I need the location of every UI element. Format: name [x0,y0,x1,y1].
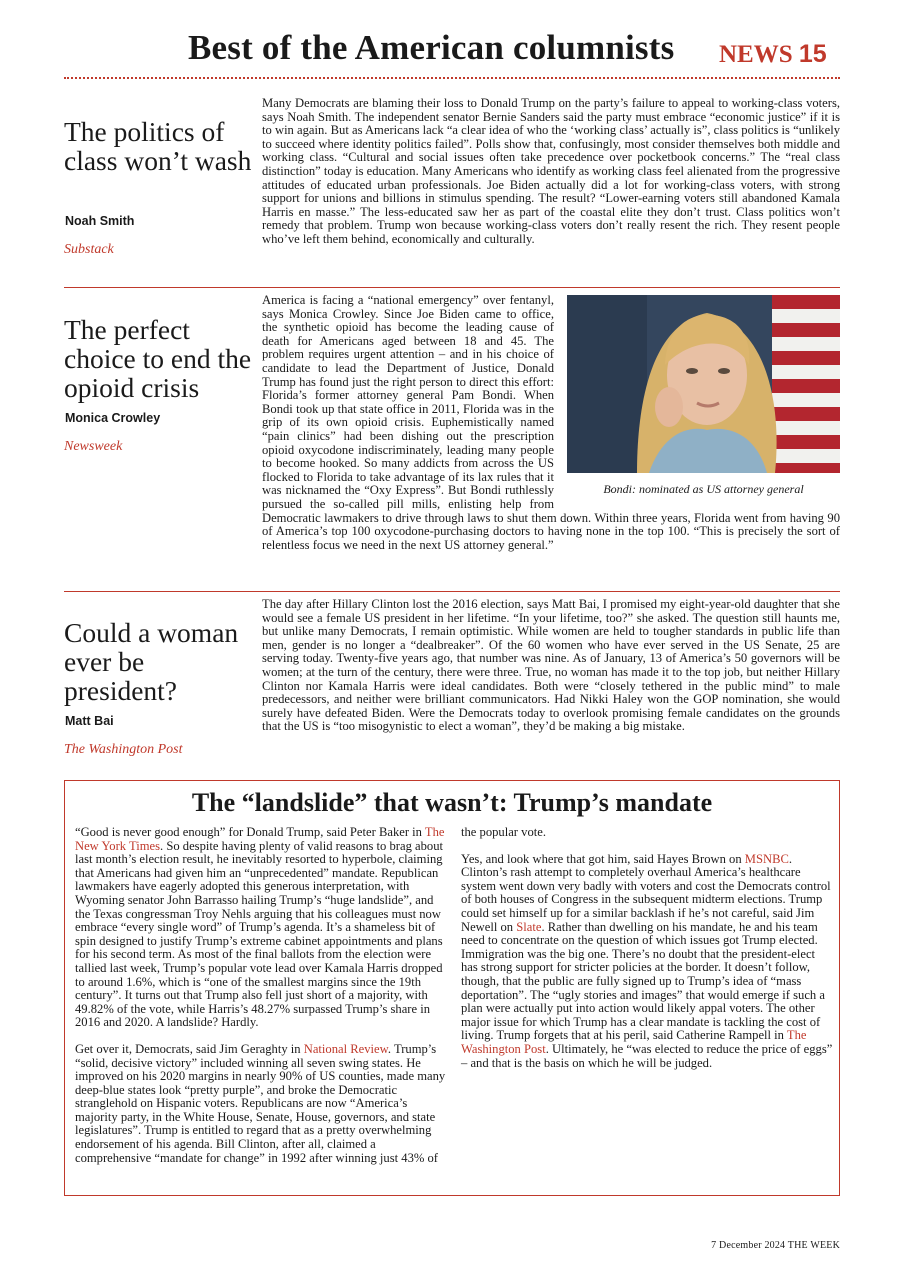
source-link-slate[interactable]: Slate [516,919,542,934]
feature-column-left [75,826,447,1178]
feature-paragraph-2-continued: the popular vote. [461,825,546,839]
page-number: 15 [798,40,827,68]
source-link-msnbc[interactable]: MSNBC [744,851,789,866]
page-title: Best of the American columnists [188,28,675,67]
article-1-headline: The politics of class won’t wash [64,116,252,176]
portrait-illustration [567,295,840,473]
feature-paragraph-3 [461,853,833,1071]
article-1-author: Noah Smith [65,214,135,228]
article-2-headline: The perfect choice to end the opioid crisis [64,314,252,403]
article-divider [64,287,840,288]
article-3-body: The day after Hillary Clinton lost the 2016 election, says Matt Bai, I promised my eight-year-old daughter that she would see a female US president in her lifetime. “In your lifetime, too?” she asked. The question still haunts me, but unlike many Democrats, I remain optimistic. While women are held to tougher standards in public life than men, gender is no longer a “dealbreaker”. Of the 60 women who have ever served in the US Senate, 25 are serving today. Twenty-five years ago, that number was nine. As of January, 13 of America’s 50 governors will be women; at the turn of the century, there were three. True, no woman has made it to the top job, but neither Hillary Clinton nor Kamala Harris were ideal candidates. Both were “closely tethered in the public mind” to male predecessors, and neither were brilliant communicators. Had Nikki Haley won the GOP nomination, she would surely have defeated Biden. Were the Democrats today to overlook promising female candidates on the grounds that the US is “too misogynistic to elect a woman”, they’d be making a big mistake. [262,597,840,734]
feature-paragraph-1 [75,826,447,1030]
feature-paragraph-2 [75,1043,447,1165]
footer-dateline: 7 December 2024 THE WEEK [711,1240,840,1251]
article-2-source: Newsweek [64,439,123,454]
feature-title: The “landslide” that wasn’t: Trump’s mandate [191,788,713,817]
source-link-nyt[interactable]: The New York Times [75,825,445,853]
article-2-author: Monica Crowley [65,411,161,425]
text-span: . So despite having plenty of valid reasons to brag about last month’s election result, he inevitably resorted to hyperbole, claiming that Americans had given him an “unprecedented” mandate. Republican lawmakers have eagerly adopted this generous interpretation, with Wyoming senator John Barrasso hailing Trump’s “huge landslide”, and the Texas congressman Troy Nehls arguing that his colleagues must now embrace “every single word” of Trump’s agenda. It’s a shameless bit of spin designed to justify Trump’s extreme cabinet appointments and plans for his second term. As most of the final ballots from the election were tallied last week, Trump’s popular vote lead over Kamala Harris dropped to around 1.6%, which is “one of the smallest margins since the 19th century”. It turns out that Trump also fell just short of a majority, with 49.82% of the vote, while Harris’s 48.27% surpassed Trump’s share in 2016 and 2020. A landslide? Hardly. [75,838,444,1030]
section-name: NEWS [719,41,793,68]
text-span: . Clinton’s rash attempt to completely overhaul America’s healthcare system went down very badly with voters and cost the Democrats control of both houses of Congress in the subsequent midterm elections. Trump could set himself up for a similar backlash if he’s not careful, said Jim Newell on [461,851,831,934]
text-span: Yes, and look where that got him, said Hayes Brown on [461,851,745,866]
text-span: Get over it, Democrats, said Jim Geraghty in [75,1041,304,1056]
article-3-source: The Washington Post [64,742,183,757]
article-3-author: Matt Bai [65,714,114,728]
article-3-headline: Could a woman ever be president? [64,617,239,706]
text-span: . Trump’s “solid, decisive victory” included winning all seven swing states. He improved on his 2020 margins in nearly 90% of US counties, made many deep-blue states look “pretty purple”, and broke the Democratic stranglehold on Hispanic voters. Republicans are now “America’s majority party, in the White House, Senate, House, governors, and state legislatures”. Trump is entitled to regard that as a pretty overwhelming endorsement of his agenda. Bill Clinton, after all, claimed a comprehensive “mandate for change” in 1992 after winning just 43% of [75,1041,446,1165]
article-1-body: Many Democrats are blaming their loss to Donald Trump on the party’s failure to appeal to working-class voters, says Noah Smith. The independent senator Bernie Sanders said the party must embrace “economic justice” if it is to win again. But as Americans lack “a clear idea of who the ‘working class’ actually is”, class politics is “unlikely to succeed where identity politics failed”. Polls show that, confusingly, most consider themselves both middle and working class. “Cultural and social issues often take precedence over pocketbook concerns.” The “real class distinction” today is education. Many Americans who identify as working class feel alienated from the progressive attitudes of educated urban professionals. Joe Biden actually did a lot for working-class voters, with strong support for unions and billions in stimulus spending. The result? “Lower-earning voters still abandoned Kamala Harris en masse.” The less-educated saw her as part of the coastal elite they don’t trust. Class politics won’t remedy that problem. Trump won because working-class voters don’t really resent the rich. They resent people who’ve left them behind, economically and culturally. [262,96,840,246]
text-span: . Ultimately, he “was elected to reduce the price of eggs” – and that is the basis on which he will be judged. [461,1041,833,1070]
article-divider [64,591,840,592]
flag-stripes [772,295,840,473]
article-1-source: Substack [64,242,114,257]
source-link-wapo[interactable]: The Washington Post [461,1028,807,1056]
text-span: “Good is never good enough” for Donald Trump, said Peter Baker in [75,825,425,839]
text-span: . Rather than dwelling on his mandate, he and his team need to concentrate on the question of which issues got Trump elected. Immigration was the big one. There’s no doubt that the president-elect has strong support for stricter policies at the border. It doesn’t follow, though, that the public are fully signed up to Trump’s idea of “mass deportation”. The “ugly stories and images” that would emerge if such a plan were actually put into action would likely appal voters. The other major issue for which Trump has a clear mandate is tackling the cost of living. Trump forgets that at his peril, said Catherine Rampell in [461,919,825,1043]
feature-column-right-content [461,826,833,1083]
section-label [719,40,827,69]
source-link-national-review[interactable]: National Review [303,1041,388,1056]
article-2-body-text: America is facing a “national emergency” over fentanyl, says Monica Crowley. Since Joe Biden came to office, the synthetic opioid has become the leading cause of death for Americans aged between 18 and 45. The problem requires urgent attention – and in his choice of candidate to lead the Department of Justice, Donald Trump has found just the right person to direct this effort: Florida’s former attorney general Pam Bondi. When Bondi took up that state office in 2011, Florida was in the grip of its own opioid crisis. Euphemistically named “pain clinics” had been dishing out the prescription opioid oxycodone indiscriminately, leading many people to become hooked. So many addicts from across the US flocked to Florida to take advantage of its lax rules that it was nicknamed the “Oxy Express”. But Bondi ruthlessly pursued the so-called pill mills, enlisting help from Democratic lawmakers to drive through laws to shut them down. Within three years, Florida went from having 90 of America’s top 100 oxycodone-purchasing doctors to having none in the top 100. “This is precisely the sort of relentless focus we need in the next US attorney general.” [262,293,840,552]
header-divider [64,77,840,79]
photo-caption: Bondi: nominated as US attorney general [603,482,804,496]
article-2-photo [567,295,840,473]
